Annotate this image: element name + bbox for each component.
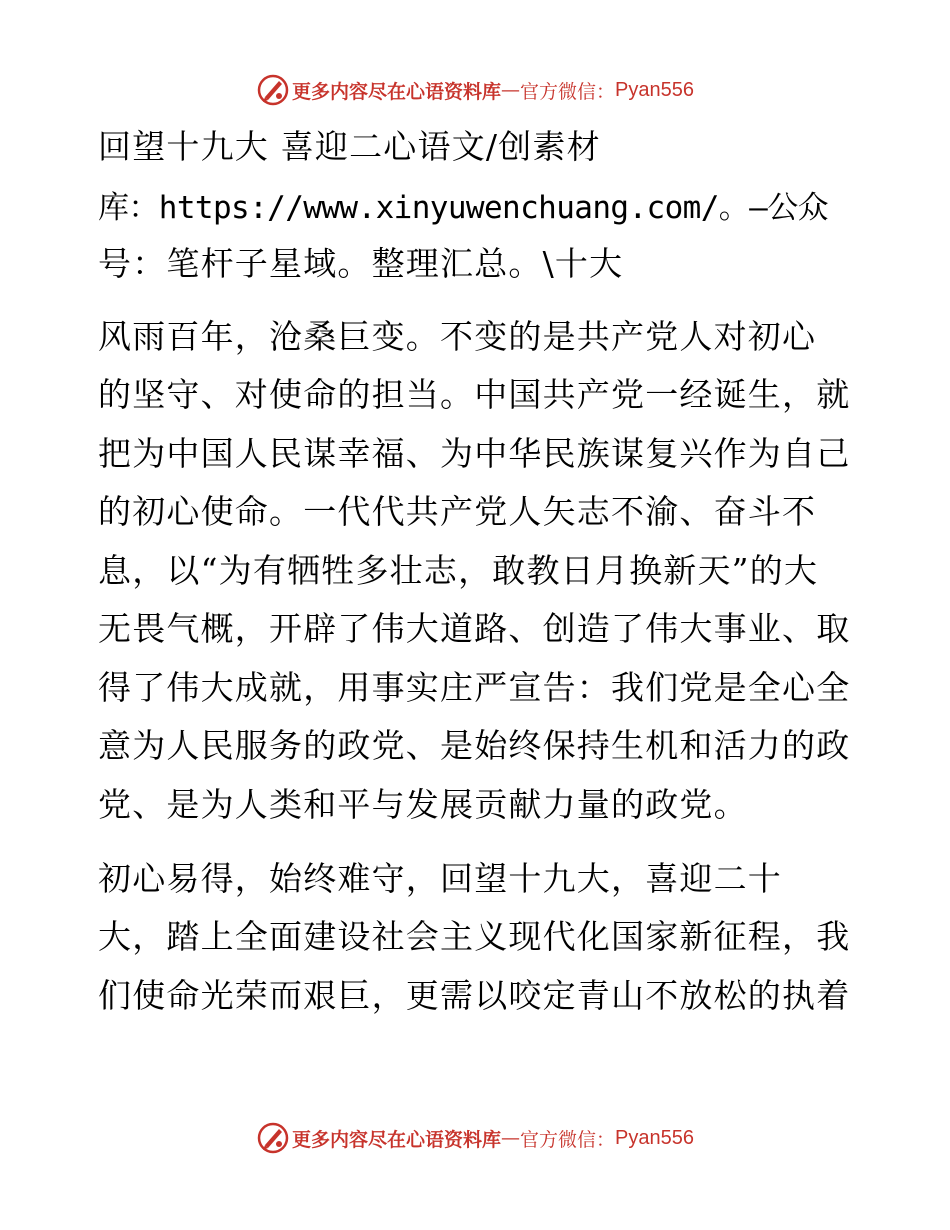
text-line-12: 党、是为人类和平与发展贡献力量的政党。 bbox=[98, 785, 748, 824]
text-line-9: 无畏气概，开辟了伟大道路、创造了伟大事业、取 bbox=[98, 609, 851, 648]
footer-wechat-id: Pyan556 bbox=[615, 1126, 694, 1149]
footer-wechat-label: 官方微信： bbox=[520, 1128, 616, 1151]
text-line-11: 意为人民服务的政党、是始终保持生机和活力的政 bbox=[98, 726, 851, 765]
text-line-2-content: 库：https://www.xinyuwenchuang.com/。—公众 bbox=[98, 190, 829, 226]
text-line-7: 的初心使命。一代代共产党人矢志不渝、奋斗不 bbox=[98, 492, 817, 531]
text-line-10: 得了伟大成就，用事实庄严宣告：我们党是全心全 bbox=[98, 668, 851, 707]
header-wechat-id: Pyan556 bbox=[615, 78, 694, 101]
text-line-3: 号：笔杆子星域。整理汇总。\十大 bbox=[98, 244, 624, 283]
text-line-4: 风雨百年，沧桑巨变。不变的是共产党人对初心 bbox=[98, 317, 817, 356]
text-line-14: 大，踏上全面建设社会主义现代化国家新征程，我 bbox=[98, 917, 851, 956]
header-watermark-banner bbox=[0, 70, 950, 110]
header-site-text: 更多内容尽在心语资料库 bbox=[292, 80, 502, 103]
brand-logo-icon bbox=[256, 1121, 290, 1155]
footer-site-text: 更多内容尽在心语资料库 bbox=[292, 1128, 502, 1151]
text-line-6: 把为中国人民谋幸福、为中华民族谋复兴作为自己 bbox=[98, 434, 851, 473]
text-line-1: 回望十九大 喜迎二心语文/创素材 bbox=[98, 127, 601, 166]
text-line-8: 息，以“为有牺牲多壮志，敢教日月换新天”的大 bbox=[98, 551, 819, 590]
text-line-2 bbox=[98, 183, 828, 231]
footer-separator: — bbox=[501, 1127, 521, 1149]
header-wechat-label: 官方微信： bbox=[520, 80, 616, 103]
text-line-13: 初心易得，始终难守，回望十九大，喜迎二十 bbox=[98, 859, 782, 898]
header-separator: — bbox=[501, 79, 521, 101]
text-line-5: 的坚守、对使命的担当。中国共产党一经诞生，就 bbox=[98, 375, 851, 414]
footer-watermark-banner bbox=[0, 1118, 950, 1158]
text-line-15: 们使命光荣而艰巨，更需以咬定青山不放松的执着 bbox=[98, 976, 851, 1015]
brand-logo-icon bbox=[256, 73, 290, 107]
